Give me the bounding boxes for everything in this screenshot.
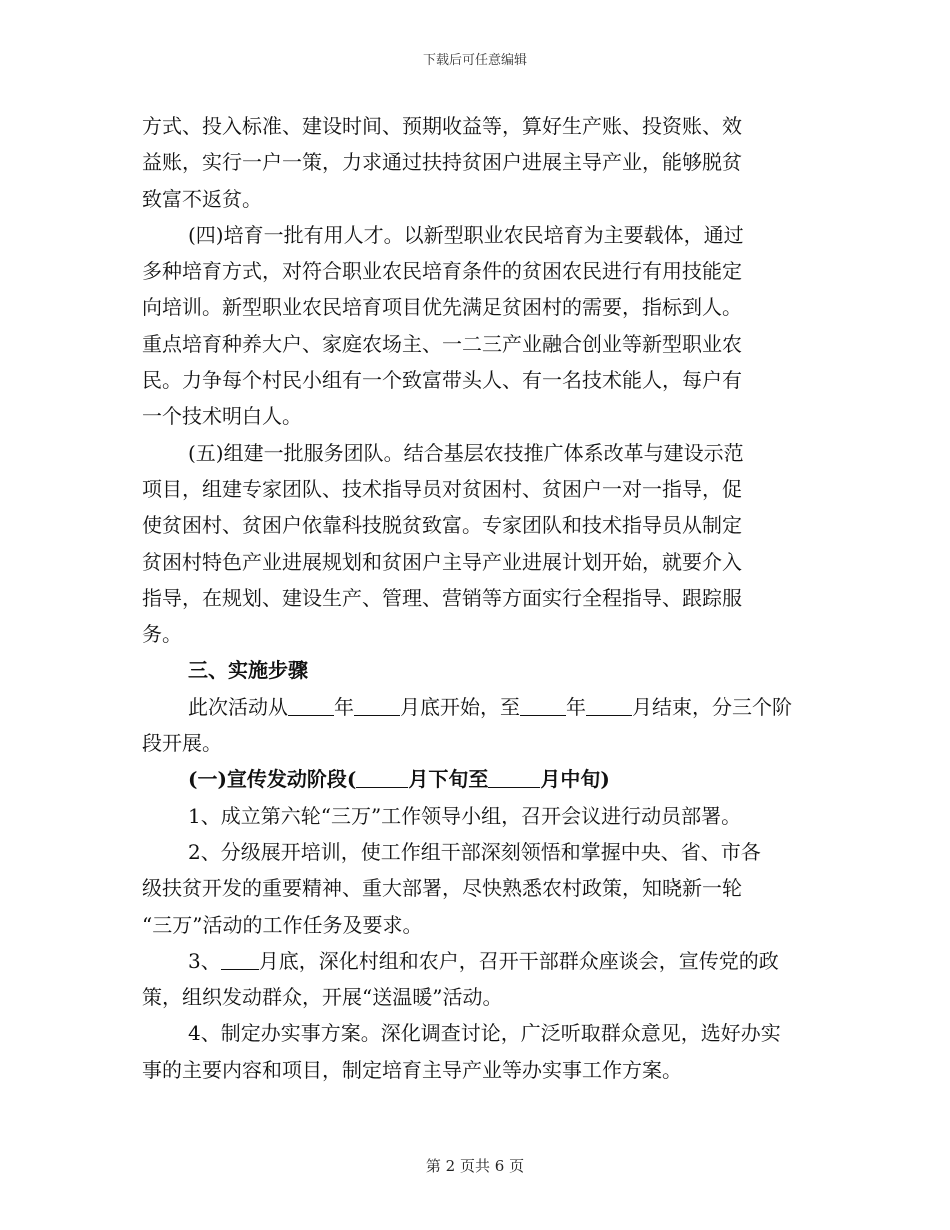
- text-fragment: 年: [566, 694, 586, 719]
- text-fragment: 月结束，分三个阶: [632, 694, 792, 719]
- fill-blank: [520, 695, 566, 716]
- document-body: [142, 108, 807, 1088]
- text-line: 致富不返贫。: [142, 186, 262, 211]
- text-line: 指导，在规划、建设生产、管理、营销等方面实行全程指导、跟踪服: [142, 585, 742, 610]
- text-line: 多种培育方式，对符合职业农民培育条件的贫困农民进行有用技能定: [142, 259, 742, 284]
- page-header: 下载后可任意编辑: [422, 53, 527, 68]
- text-line: 民。力争每个村民小组有一个致富带头人、有一名技术能人，每户有: [142, 368, 742, 393]
- text-line: “三万”活动的工作任务及要求。: [142, 912, 423, 937]
- text-line: 项目，组建专家团队、技术指导员对贫困村、贫困户一对一指导，促: [142, 476, 742, 501]
- fill-blank: [586, 695, 632, 716]
- text-fragment: 3、: [188, 948, 221, 973]
- text-line: 益账，实行一户一策，力求通过扶持贫困户进展主导产业，能够脱贫: [142, 150, 742, 175]
- text-line: 重点培育种养大户、家庭农场主、一二三产业融合创业等新型职业农: [142, 331, 742, 356]
- text-line: 级扶贫开发的重要精神、重大部署，尽快熟悉农村政策，知晓新一轮: [142, 876, 742, 901]
- text-line-with-blanks: [142, 689, 807, 725]
- subsection-heading: [142, 761, 807, 797]
- text-fragment: 月下旬至: [408, 767, 489, 792]
- section-heading: 三、实施步骤: [188, 658, 308, 683]
- fill-blank: [356, 767, 408, 788]
- text-fragment: 月中旬): [540, 767, 610, 792]
- text-line: 务。: [142, 622, 182, 647]
- text-line-with-blanks: [142, 943, 807, 979]
- text-line: (五)组建一批服务团队。结合基层农技推广体系改革与建设示范: [188, 440, 744, 465]
- text-line: 向培训。新型职业农民培育项目优先满足贫困村的需要，指标到人。: [142, 295, 742, 320]
- fill-blank: [288, 695, 334, 716]
- text-line: 段开展。: [142, 731, 222, 756]
- page-footer: 第 2 页共 6 页: [425, 1157, 525, 1175]
- text-line: 方式、投入标准、建设时间、预期收益等，算好生产账、投资账、效: [142, 114, 742, 138]
- text-fragment: 年: [334, 694, 354, 719]
- text-line: 2、分级展开培训，使工作组干部深刻领悟和掌握中央、省、市各: [188, 839, 761, 864]
- text-line: 1、成立第六轮“三万”工作领导小组，召开会议进行动员部署。: [188, 803, 742, 828]
- text-line: 一个技术明白人。: [142, 404, 302, 429]
- text-line: 贫困村特色产业进展规划和贫困户主导产业进展计划开始，就要介入: [142, 549, 742, 574]
- text-fragment: (一)宣传发动阶段(: [188, 767, 357, 792]
- fill-blank: [221, 949, 259, 970]
- text-line: 策，组织发动群众，开展“送温暖”活动。: [142, 985, 503, 1010]
- text-line: (四)培育一批有用人才。以新型职业农民培育为主要载体，通过: [188, 222, 744, 247]
- fill-blank: [488, 767, 540, 788]
- text-fragment: 月底开始，至: [400, 694, 520, 719]
- text-fragment: 此次活动从: [188, 694, 288, 719]
- text-line: 事的主要内容和项目，制定培育主导产业等办实事工作方案。: [142, 1057, 682, 1082]
- text-line: 使贫困村、贫困户依靠科技脱贫致富。专家团队和技术指导员从制定: [142, 513, 742, 538]
- fill-blank: [354, 695, 400, 716]
- text-line: 4、制定办实事方案。深化调查讨论，广泛听取群众意见，选好办实: [188, 1021, 781, 1046]
- text-fragment: 月底，深化村组和农户，召开干部群众座谈会，宣传党的政: [258, 948, 779, 973]
